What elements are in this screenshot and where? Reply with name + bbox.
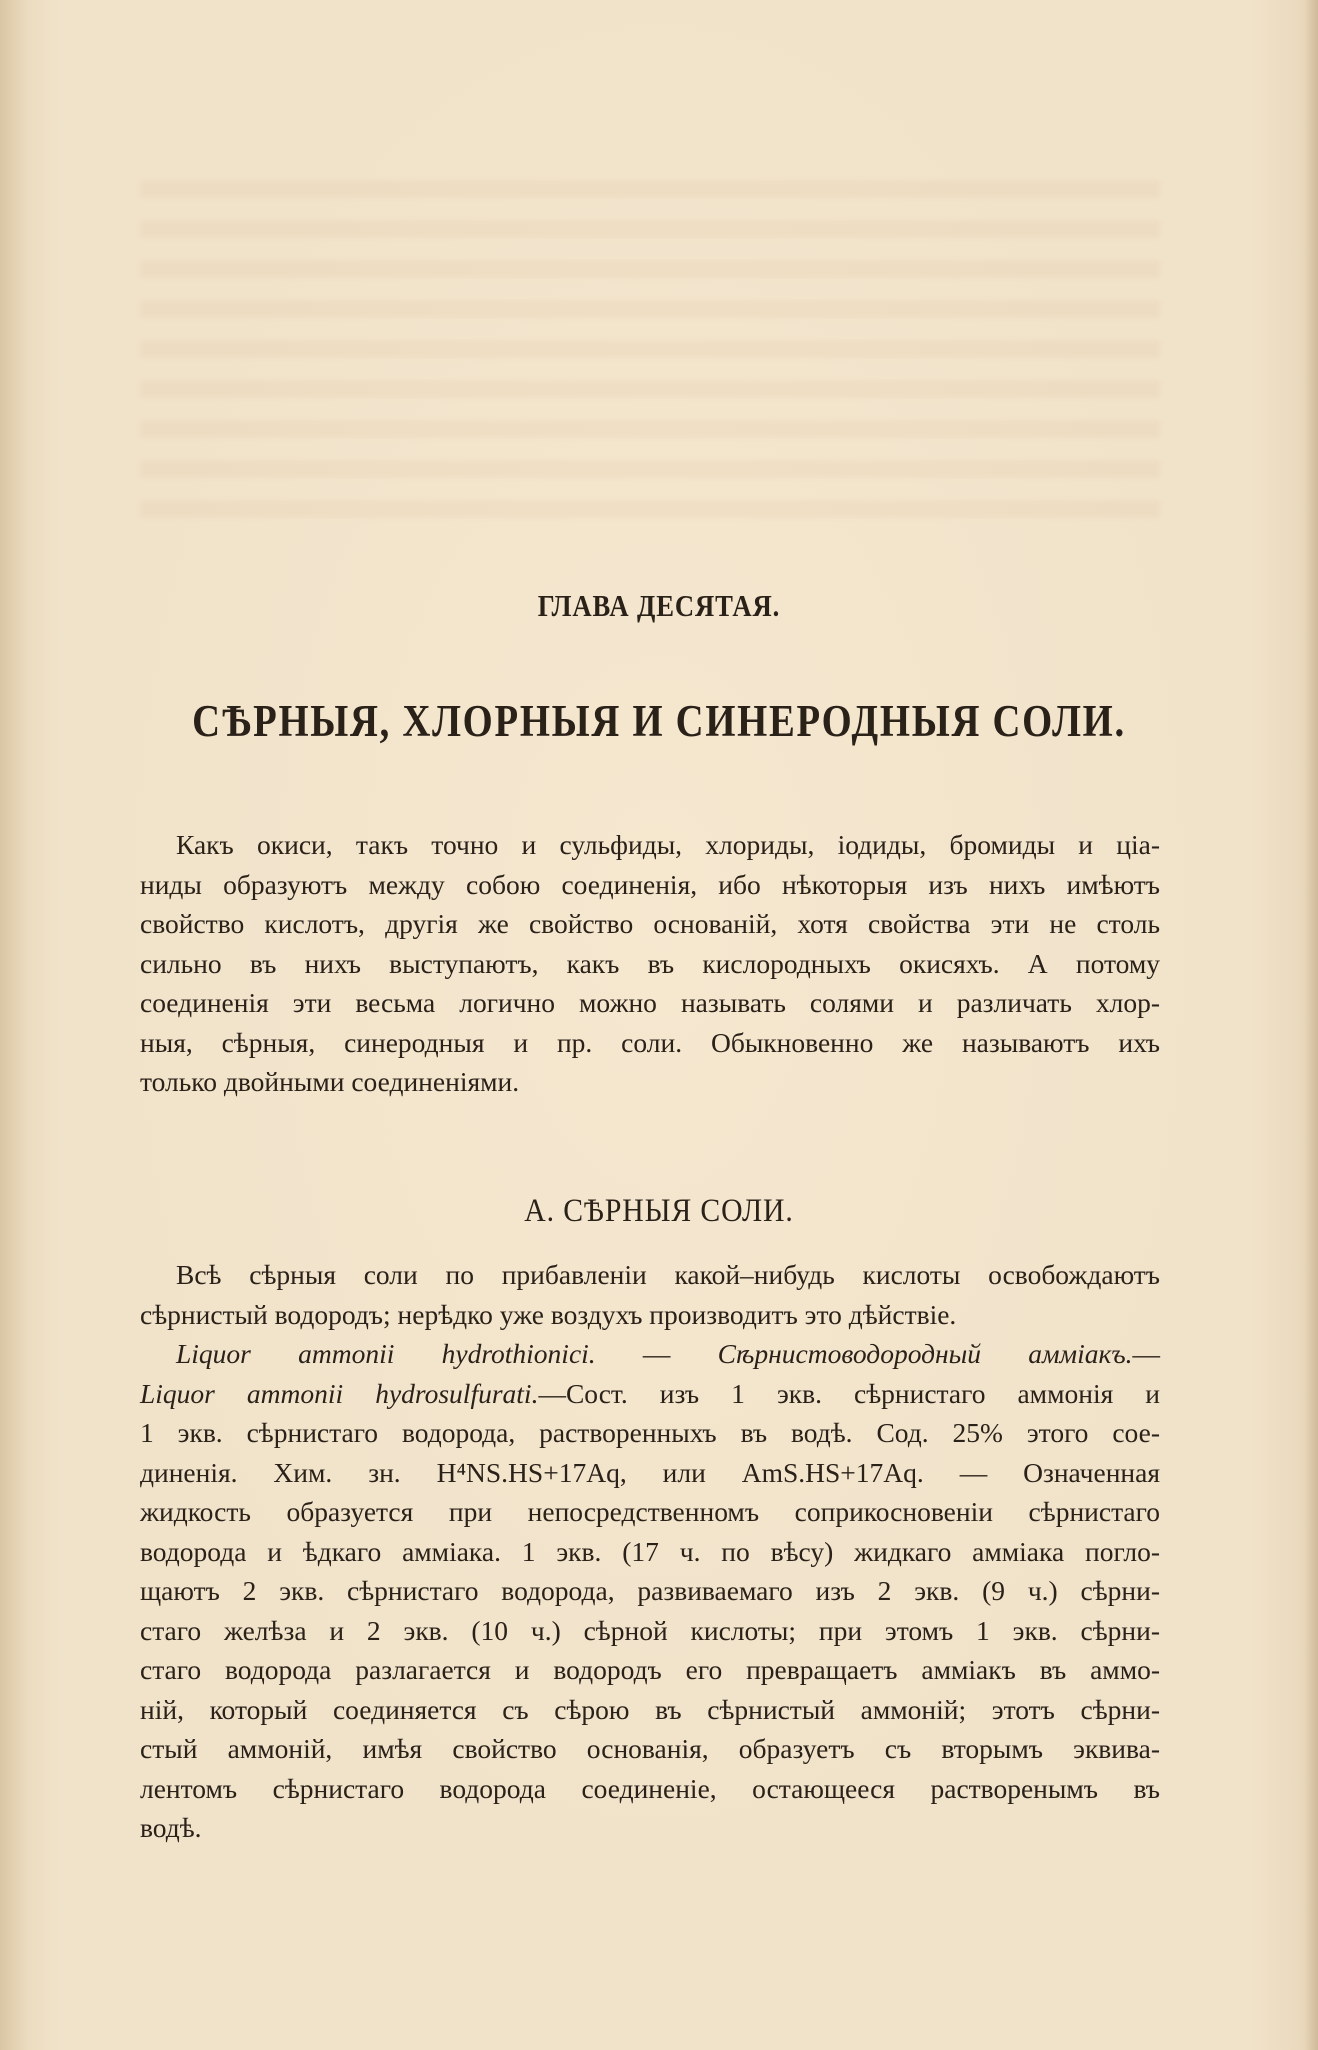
entry-line: стый аммоній, имѣя свойство основанія, образуетъ съ вторымъ эквива- — [140, 1733, 1160, 1764]
intro-line: только двойными соединеніями. — [140, 1066, 520, 1097]
intro-line: Какъ окиси, такъ точно и сульфиды, хлориды, іодиды, бромиды и ціа- — [176, 829, 1160, 860]
latin-name: Liquor ammonii hydrothionici. — [176, 1338, 596, 1369]
entry-line-2 — [140, 1374, 1160, 1414]
section-intro-line: Всѣ сѣрныя соли по прибавленіи какой–нибудь кислоты освобождаютъ — [176, 1259, 1160, 1290]
intro-line: соединенія эти весьма логично можно называть солями и различать хлор- — [140, 987, 1160, 1018]
intro-line: ныя, сѣрныя, синеродныя и пр. соли. Обыкновенно же называютъ ихъ — [140, 1026, 1160, 1058]
entry-line: стаго желѣза и 2 экв. (10 ч.) сѣрной кислоты; при этомъ 1 экв. сѣрни- — [140, 1614, 1160, 1646]
section-intro-paragraph — [140, 1255, 1160, 1334]
entry-line: 1 экв. сѣрнистаго водорода, растворенныхъ въ водѣ. Сод. 25% этого сое- — [140, 1417, 1160, 1448]
bleed-through-texture — [140, 180, 1160, 540]
entry-line: лентомъ сѣрнистаго водорода соединеніе, остающееся растворенымъ въ — [140, 1772, 1160, 1804]
entry-line: водѣ. — [140, 1812, 202, 1843]
entry-line: диненія. Хим. зн. H⁴NS.HS+17Aq, или AmS.HS+17Aq. — Означенная — [140, 1456, 1160, 1488]
entry-line: водорода и ѣдкаго амміака. 1 экв. (17 ч. по вѣсу) жидкаго амміака погло- — [140, 1535, 1160, 1567]
entry-line: жидкость образуется при непосредственномъ соприкосновеніи сѣрнистаго — [140, 1496, 1160, 1527]
russian-name: Сѣрнистоводородный амміакъ. — [717, 1338, 1133, 1369]
latin-name: Liquor ammonii hydrosulfurati. — [140, 1377, 539, 1409]
entry-line-1 — [140, 1334, 1160, 1374]
entry-line: стаго водорода разлагается и водородъ его превращаетъ амміакъ въ аммо- — [140, 1654, 1160, 1685]
chapter-heading: ГЛАВА ДЕСЯТАЯ. — [537, 588, 781, 623]
dash: — — [1132, 1338, 1161, 1369]
intro-line: сильно въ нихъ выступаютъ, какъ въ кислородныхъ окисяхъ. А потому — [140, 947, 1160, 979]
intro-line: ниды образуютъ между собою соединенія, ибо нѣкоторыя изъ нихъ имѣютъ — [140, 868, 1160, 900]
intro-paragraph — [140, 825, 1160, 1102]
entry-line-2-rest: —Сост. изъ 1 экв. сѣрнистаго аммонія и — [538, 1377, 1161, 1409]
page-edge-shadow — [1304, 0, 1318, 2050]
dash: — — [595, 1338, 718, 1369]
section-intro-line: сѣрнистый водородъ; нерѣдко уже воздухъ производитъ это дѣйствіе. — [140, 1298, 957, 1330]
entry-paragraph — [140, 1334, 1160, 1848]
entry-line: ній, который соединяется съ сѣрою въ сѣрнистый аммоній; этотъ сѣрни- — [140, 1693, 1160, 1725]
section-heading: А. СѢРНЫЯ СОЛИ. — [524, 1193, 794, 1229]
chapter-title: СѢРНЫЯ, ХЛОРНЫЯ И СИНЕРОДНЫЯ СОЛИ. — [192, 696, 1126, 746]
intro-line: свойство кислотъ, другія же свойство основаній, хотя свойства эти не столь — [140, 908, 1160, 939]
entry-line: щаютъ 2 экв. сѣрнистаго водорода, развиваемаго изъ 2 экв. (9 ч.) сѣрни- — [140, 1575, 1160, 1606]
